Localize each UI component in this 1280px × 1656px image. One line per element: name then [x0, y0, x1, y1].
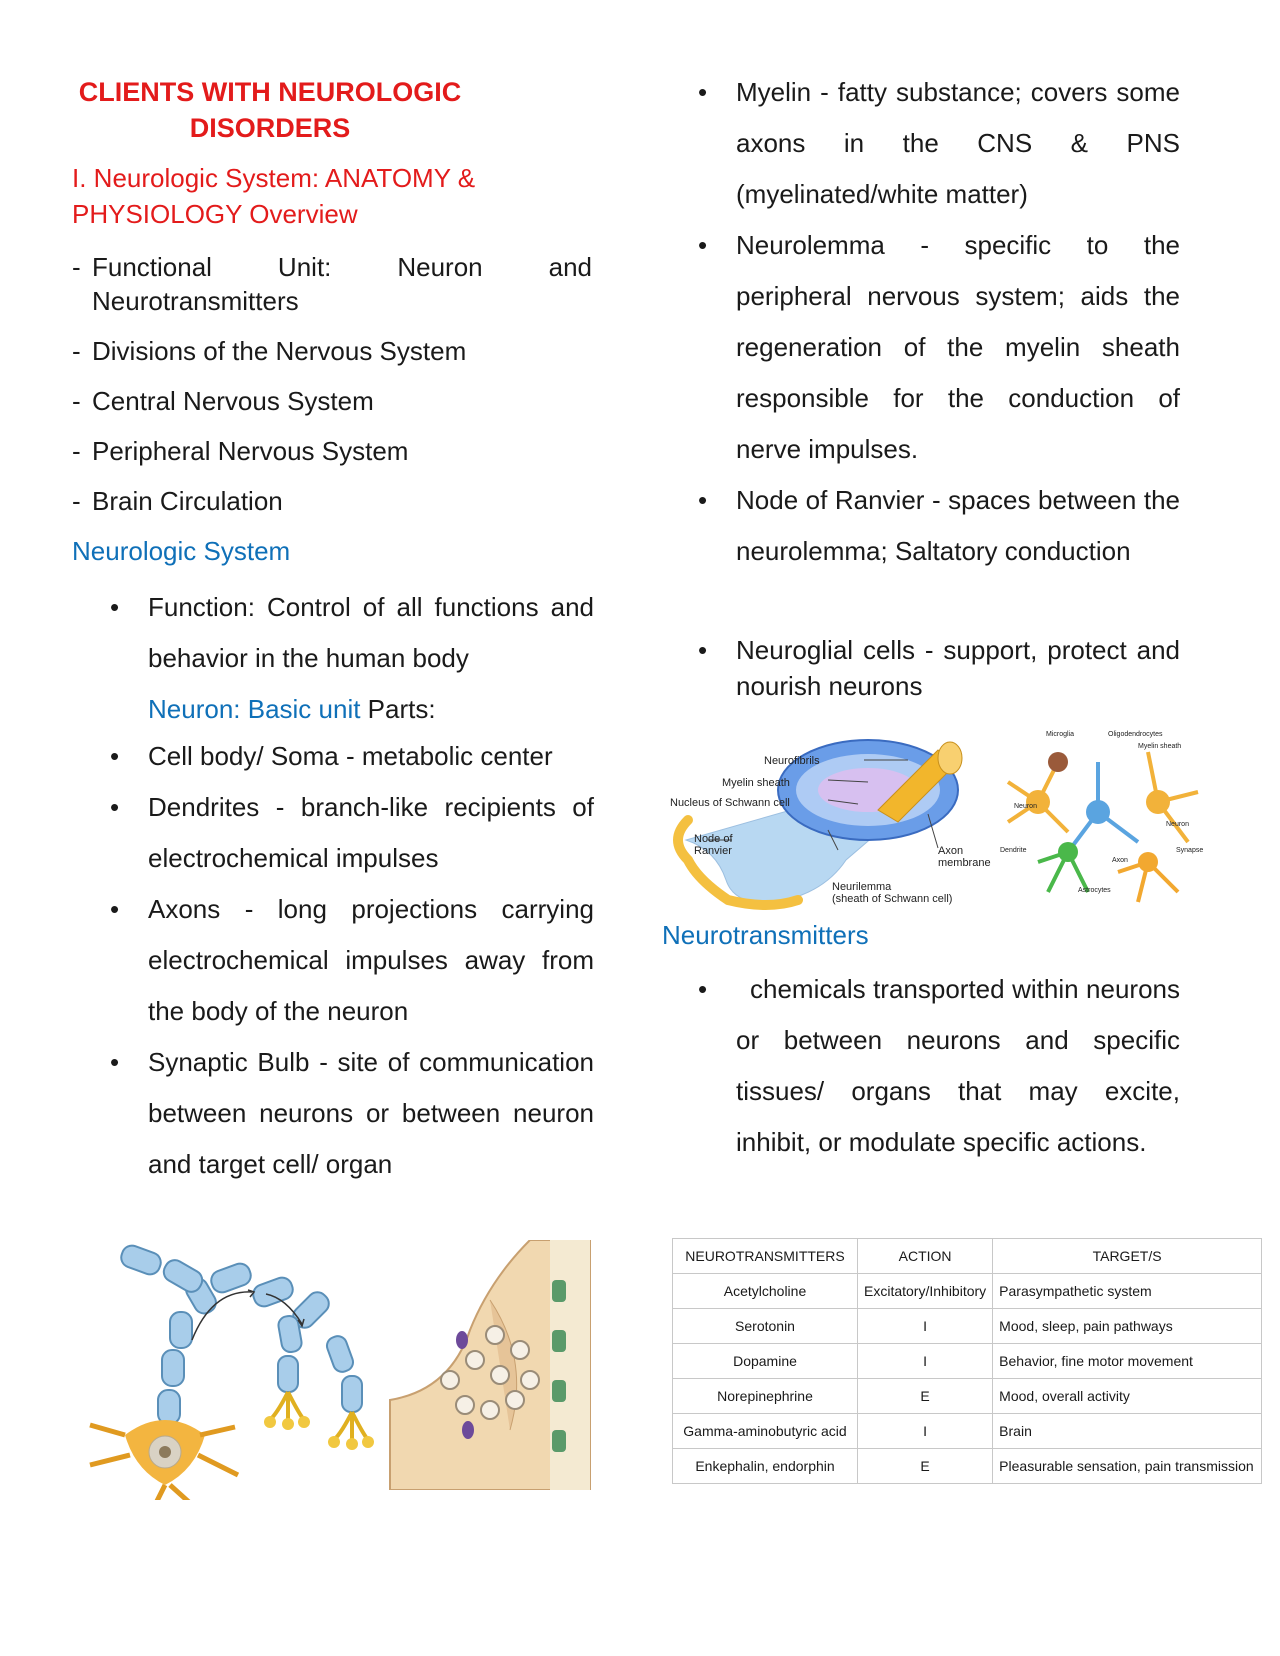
header-action: ACTION	[858, 1239, 993, 1274]
label-neurilemma-line-1: Neurilemma	[832, 881, 892, 893]
cell-target: Behavior, fine motor movement	[993, 1344, 1262, 1379]
label-astrocytes: Astrocytes	[1078, 887, 1111, 894]
label-myelin-sheath: Myelin sheath	[722, 777, 790, 789]
label-neurofibrils: Neurofibrils	[764, 755, 820, 767]
cell-target: Mood, sleep, pain pathways	[993, 1309, 1262, 1344]
label-neuron-right: Neuron	[1166, 821, 1189, 828]
label-nucleus: Nucleus of Schwann cell	[670, 797, 790, 809]
part-synaptic-bulb: • Synaptic Bulb - site of communication between neurons or between neuron and target cell/ organ	[110, 1047, 594, 1179]
cell-action: E	[858, 1379, 993, 1414]
part-axons: • Axons - long projections carrying electrochemical impulses away from the body of the neuron	[110, 894, 594, 1026]
label-neurilemma-line-2: (sheath of Schwann cell)	[832, 893, 953, 905]
synaptic-cleft	[550, 1240, 590, 1490]
table-row	[673, 1379, 1262, 1414]
parts-label: Parts:	[360, 694, 436, 724]
cell-target: Pleasurable sensation, pain transmission	[993, 1449, 1262, 1484]
cell-neurotransmitter: Acetylcholine	[673, 1274, 858, 1309]
dash-item-functional-unit: - Functional Unit: Neuron and Neurotransmitters	[72, 252, 592, 316]
header-targets: TARGET/S	[993, 1239, 1262, 1274]
label-node-line-1: Node of	[694, 833, 733, 845]
table-row	[673, 1414, 1262, 1449]
table-row	[673, 1449, 1262, 1484]
cell-action: I	[858, 1344, 993, 1379]
cell-action: E	[858, 1449, 993, 1484]
header-neurotransmitters: NEUROTRANSMITTERS	[673, 1239, 858, 1274]
label-neuron-left: Neuron	[1014, 803, 1037, 810]
section-heading-line-1: I. Neurologic System: ANATOMY &	[72, 163, 476, 193]
cell-action: I	[858, 1414, 993, 1449]
section-heading-line-2: PHYSIOLOGY Overview	[72, 199, 358, 229]
cell-target: Brain	[993, 1414, 1262, 1449]
cell-neurotransmitter: Dopamine	[673, 1344, 858, 1379]
label-oligodendrocytes: Oligodendrocytes	[1108, 731, 1163, 738]
label-synapse: Synapse	[1176, 847, 1204, 854]
label-dendrite: Dendrite	[1000, 847, 1027, 854]
label-glia-myelin-sheath: Myelin sheath	[1138, 743, 1182, 750]
section-heading	[72, 160, 592, 232]
label-axon-line-2: membrane	[938, 857, 991, 869]
cell-target: Mood, overall activity	[993, 1379, 1262, 1414]
label-node-line-2: Ranvier	[694, 845, 732, 857]
axon-cross-section	[938, 742, 962, 774]
cell-neurotransmitter: Gamma-aminobutyric acid	[673, 1414, 858, 1449]
table-row	[673, 1274, 1262, 1309]
neurologic-system-heading: Neurologic System	[72, 536, 291, 566]
label-axon: Axon	[1112, 857, 1128, 864]
neuroglia-diagram	[998, 712, 1204, 912]
title-line-2: DISORDERS	[189, 113, 351, 143]
neurotransmitters-description: • chemicals transported within neurons or between neurons and specific tissues/ organs that may excite, inhibit, or modulate specific actions.	[698, 974, 1180, 1157]
cell-target: Parasympathetic system	[993, 1274, 1262, 1309]
cell-neurotransmitter: Norepinephrine	[673, 1379, 858, 1414]
axon-chain	[118, 1243, 362, 1424]
neuron-basic-unit-label: Neuron: Basic unit	[148, 694, 361, 724]
neuron-basic-unit-line	[148, 684, 598, 735]
function-bullet: • Function: Control of all functions and behavior in the human body	[110, 592, 594, 673]
label-axon-line-1: Axon	[938, 845, 964, 857]
dash-item-divisions: - Divisions of the Nervous System	[72, 336, 467, 366]
cell-neurotransmitter: Serotonin	[673, 1309, 858, 1344]
myelin-sheath-diagram	[668, 720, 998, 920]
cell-action: I	[858, 1309, 993, 1344]
part-dendrites: • Dendrites - branch-like recipients of electrochemical impulses	[110, 792, 594, 873]
synapse-illustration	[380, 1240, 605, 1490]
dash-item-brain-circulation: - Brain Circulation	[72, 486, 283, 516]
label-microglia: Microglia	[1046, 731, 1075, 738]
table-row	[673, 1309, 1262, 1344]
dash-item-cns: - Central Nervous System	[72, 386, 374, 416]
table-row	[673, 1344, 1262, 1379]
table-header-row	[673, 1239, 1262, 1274]
document-title	[60, 74, 480, 146]
neurotransmitters-heading: Neurotransmitters	[662, 920, 869, 950]
bullet-neuroglial-cells: • Neuroglial cells - support, protect and nourish neurons	[698, 635, 1180, 701]
bullet-neurolemma: • Neurolemma - specific to the peripheral nervous system; aids the regeneration of the myelin sheath responsible for the conduction of nerve impulses.	[698, 230, 1180, 464]
part-cell-body: • Cell body/ Soma - metabolic center	[110, 741, 553, 771]
neurotransmitters-table	[672, 1238, 1262, 1484]
dash-item-pns: - Peripheral Nervous System	[72, 436, 409, 466]
cell-action: Excitatory/Inhibitory	[858, 1274, 993, 1309]
cell-body	[90, 1420, 238, 1500]
bullet-myelin: • Myelin - fatty substance; covers some axons in the CNS & PNS (myelinated/white matter)	[698, 77, 1180, 209]
cell-neurotransmitter: Enkephalin, endorphin	[673, 1449, 858, 1484]
neuron-illustration	[80, 1240, 380, 1500]
bullet-node-of-ranvier: • Node of Ranvier - spaces between the neurolemma; Saltatory conduction	[698, 485, 1180, 566]
title-line-1: CLIENTS WITH NEUROLOGIC	[78, 77, 462, 107]
